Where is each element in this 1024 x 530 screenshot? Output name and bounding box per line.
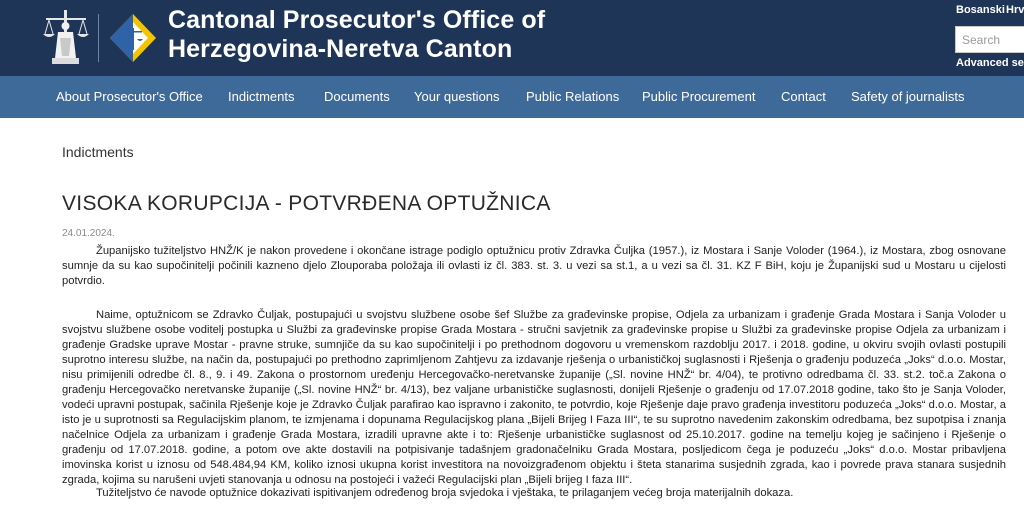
site-title-line2: Herzegovina-Neretva Canton: [168, 35, 513, 63]
logo-divider: [98, 14, 99, 62]
nav-item-indictments[interactable]: Indictments: [228, 89, 295, 104]
nav-item-your-questions[interactable]: Your questions: [414, 89, 500, 104]
main-nav: [0, 76, 1024, 118]
advanced-search-link[interactable]: Advanced se: [956, 57, 1024, 69]
nav-item-about[interactable]: About Prosecutor's Office: [56, 89, 203, 104]
article-date: 24.01.2024.: [62, 228, 115, 239]
language-croatian-link[interactable]: Hrv: [1006, 4, 1024, 16]
article-paragraph: Županijsko tužiteljstvo HNŽ/K je nakon provedene i okončane istrage podiglo optužnicu protiv Zdravka Čuljka (1957.), iz Mostara i Sanje Voloder (1964.), iz Mostara, zbog osnovane sumnje da su kao supočinitelji počinili kazneno djelo Zlouporaba položaja ili ovlasti iz čl. 383. st. 3. u vezi sa st.1, a u vezi sa čl. 31. KZ F BiH, koju je Županijski sud u Mostaru u cijelosti potvrdio.: [62, 245, 1006, 287]
coat-of-arms-icon[interactable]: [108, 12, 158, 64]
lady-justice-icon[interactable]: [40, 8, 92, 68]
article-paragraph: Naime, optužnicom se Zdravko Čuljak, postupajući u svojstvu službene osobe šef Službe za građevinske propise, Odjela za urbanizam i građenje Grada Mostara i Sanja Voloder u svojstvu službene osobe voditelj postupka u Službi za građevinske propise Grada Mostara - stručni savjetnik za građevinske propise u Službi za građevinske propise Odjela za urbanizam i građenje Gradske uprave Mostar - pravne struke, sumnjiče da su kao supočinitelji i po prethodnom dogovoru u vremenskom razdoblju 2017. i 2018. godine, u okviru svojih ovlasti postupili suprotno interesu službe, na način da, postupajući po prethodno zaprimljenom Zahtjevu za izdavanje rješenja o urbanističkoj suglasnosti i Rješenja o građenju poduzeća „Joks“ d.o.o. Mostar, nisu primijenili odredbe čl. 8., 9. i 49. Zakona o prostornom uređenju Hercegovačko-neretvanske županije („Sl. novine HNŽ“ br. 4/04), te protivno odredbama čl. 33. st.2. toč.a Zakona o građenju Hercegovačko neretvanske županije („Sl. novine HNŽ“ br. 4/13), bez valjane urbanističke suglasnosti, donijeli Rješenje o građenju od 17.07.2018 godine, tako što je Sanja Voloder, vodeći upravni postupak, sačinila Rješenje koje je Zdravko Čuljak parafirao kao ispravno i zakonito, te potvrdio, koje Rješenje daje pravo građenja investitoru poduzeća „Joks“ d.o.o. Mostar, a isto je u suprotnosti sa Regulacijskim planom, te izmjenama i dopunama Regulacijskog plana „Bijeli Brijeg I Faza III“, te su suprotno navedenim zakonskim odredbama, bez supotpisa i znanja načelnice Odjela za urbanizam i građenje Grada Mostara, izradili upravne akte i to: Rješenje urbanističke suglasnost od 25.10.2017. godine na temelju kojeg je sačinjeno i Rješenje o građenju od 17.07.2018. godine, a potom ove akte dostavili na potpisivanje tadašnjem gradonačelniku Grada Mostara, posljedicom čega je poduzeću „Joks“ d.o.o. Mostar pribavljena imovinska korist u iznosu od 548.484,94 KM, koliko iznosi ukupna korist investitora na novoizgrađenom objektu i šteta stanarima susjednih zgrada, kao i povrede prava stanara susjednih zgrada, kojima su narušeni uvjeti stanovanja u odnosu na postojeći i važeći Regulacijski plan „Bijeli brijeg I faza III“.: [62, 309, 1006, 486]
language-bosnian-link[interactable]: Bosanski: [956, 4, 1005, 16]
breadcrumb[interactable]: Indictments: [62, 144, 134, 160]
nav-item-contact[interactable]: Contact: [781, 89, 826, 104]
nav-item-documents[interactable]: Documents: [324, 89, 390, 104]
nav-item-public-procurement[interactable]: Public Procurement: [642, 89, 756, 104]
site-title[interactable]: [168, 6, 545, 64]
site-header: [0, 0, 1024, 76]
site-title-line1: Cantonal Prosecutor's Office of: [168, 6, 546, 34]
article-paragraph: Tužiteljstvo će navode optužnice dokazivati ispitivanjem određenog broja svjedoka i vještaka, te prilaganjem većeg broja materijalnih dokaza.: [96, 487, 794, 499]
nav-item-public-relations[interactable]: Public Relations: [526, 89, 620, 104]
search-input[interactable]: [955, 26, 1024, 53]
page-title: VISOKA KORUPCIJA - POTVRĐENA OPTUŽNICA: [62, 192, 551, 215]
nav-item-safety-of-journalists[interactable]: Safety of journalists: [851, 89, 965, 104]
